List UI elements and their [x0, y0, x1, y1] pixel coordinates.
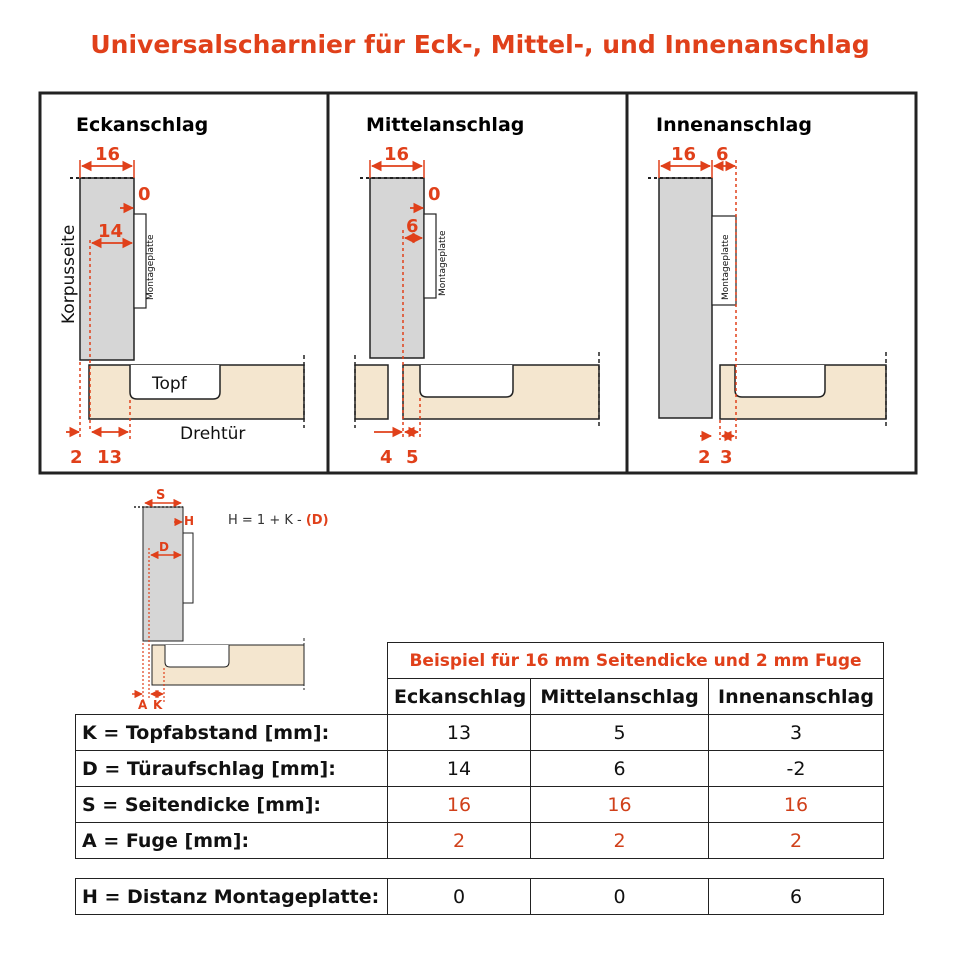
dim-s: 16	[671, 144, 697, 165]
table-row	[76, 879, 884, 915]
door-left	[355, 365, 388, 419]
col-header: Innenanschlag	[709, 679, 884, 715]
table-row	[76, 823, 884, 859]
panel-title-eck: Eckanschlag	[76, 114, 209, 136]
legend-a: A	[138, 698, 148, 712]
cell: 6	[709, 879, 884, 915]
dim-h: 0	[138, 184, 151, 205]
mounting-plate-label: Montageplatte	[438, 230, 448, 296]
legend-d: D	[159, 540, 169, 554]
col-header: Mittelanschlag	[531, 679, 709, 715]
row-label: K = Topfabstand [mm]:	[76, 715, 388, 751]
cell: 16	[531, 787, 709, 823]
panel-title-mittel: Mittelanschlag	[366, 114, 525, 136]
row-label: S = Seitendicke [mm]:	[76, 787, 388, 823]
hinge-cup	[420, 365, 513, 397]
dim-a: 2	[698, 447, 711, 468]
carcass-side-label: Korpusseite	[59, 224, 79, 324]
cell: 2	[388, 823, 531, 859]
dim-d: 14	[98, 221, 124, 242]
mounting-plate	[424, 214, 436, 298]
mounting-plate	[134, 214, 146, 308]
row-label: H = Distanz Montageplatte:	[76, 879, 388, 915]
cell: 16	[388, 787, 531, 823]
dim-k: 13	[97, 447, 123, 468]
h-distance-table	[75, 878, 884, 915]
table-row	[76, 787, 884, 823]
cell: 13	[388, 715, 531, 751]
panel-mittelanschlag	[355, 114, 599, 468]
legend-k: K	[153, 698, 163, 712]
dim-a: 4	[380, 447, 393, 468]
dim-k: 3	[720, 447, 733, 468]
row-label: D = Türaufschlag [mm]:	[76, 751, 388, 787]
dim-d: 6	[406, 216, 419, 237]
panel-eckanschlag	[59, 114, 304, 468]
row-label: A = Fuge [mm]:	[76, 823, 388, 859]
cell: 14	[388, 751, 531, 787]
dim-a: 2	[70, 447, 83, 468]
mounting-plate	[183, 533, 193, 603]
side-wall	[659, 178, 712, 418]
panel-innenanschlag	[648, 114, 886, 468]
cell: 2	[709, 823, 884, 859]
table-row	[76, 751, 884, 787]
dim-s: 16	[384, 144, 410, 165]
dim-h: 0	[428, 184, 441, 205]
formula: H = 1 + K - (D)	[228, 513, 329, 528]
side-wall	[80, 178, 134, 360]
mounting-plate-label: Montageplatte	[721, 234, 731, 300]
cell: -2	[709, 751, 884, 787]
table-row	[76, 715, 884, 751]
cell: 16	[709, 787, 884, 823]
cell: 2	[531, 823, 709, 859]
table-note: Beispiel für 16 mm Seitendicke und 2 mm Fuge	[388, 643, 884, 679]
cell: 0	[531, 879, 709, 915]
cell: 5	[531, 715, 709, 751]
cell: 0	[388, 879, 531, 915]
table-header-row	[76, 679, 884, 715]
cell: 6	[531, 751, 709, 787]
panel-title-innen: Innenanschlag	[656, 114, 812, 136]
side-wall	[370, 178, 424, 358]
legend-h: H	[184, 514, 195, 528]
cell: 3	[709, 715, 884, 751]
page-title: Universalscharnier für Eck-, Mittel-, und Innenanschlag	[90, 30, 870, 59]
mounting-plate-label: Montageplatte	[146, 234, 156, 300]
door-label: Drehtür	[180, 424, 246, 444]
dim-s: 16	[95, 144, 121, 165]
hinge-cup	[735, 365, 825, 397]
table-note-row	[76, 643, 884, 679]
dim-k: 5	[406, 447, 419, 468]
dim-h: 6	[716, 144, 729, 165]
legend-s: S	[156, 488, 166, 503]
cup-label: Topf	[152, 374, 187, 394]
col-header: Eckanschlag	[388, 679, 531, 715]
values-table	[75, 642, 884, 859]
